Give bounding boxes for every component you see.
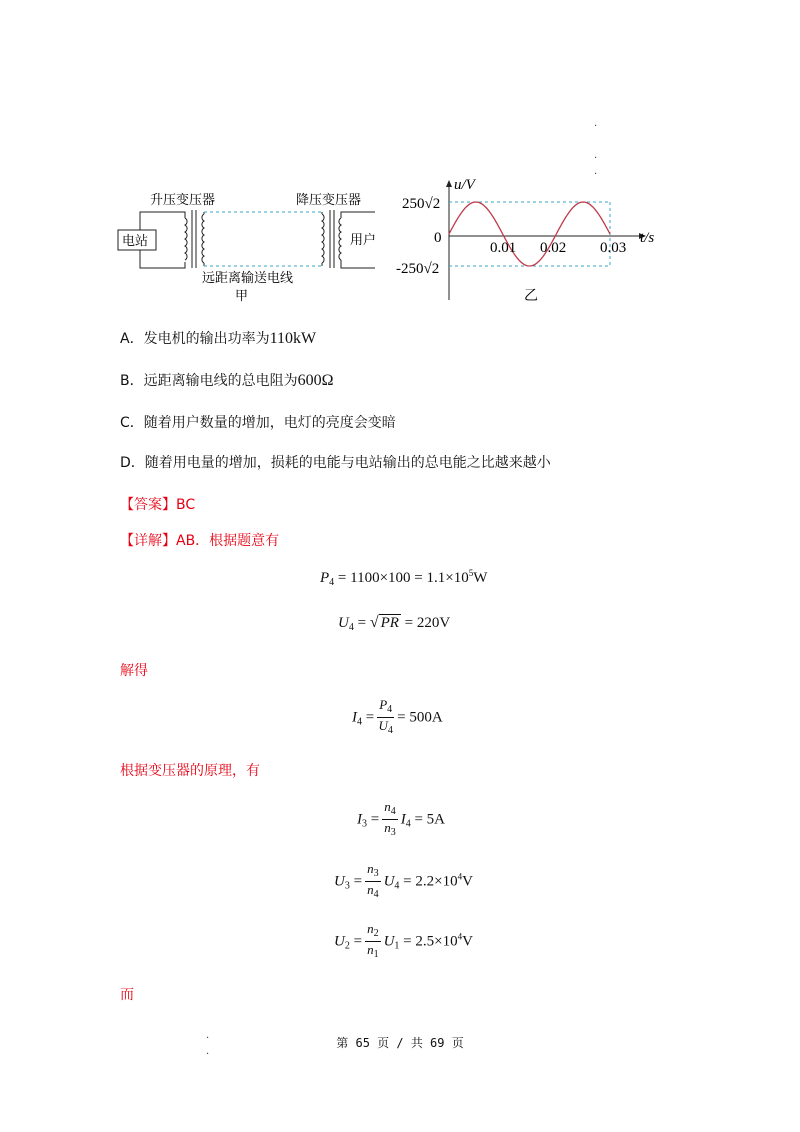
station-label: 电站 <box>122 234 149 249</box>
x-tick-label: 0.03 <box>600 240 627 256</box>
page-footer: 第 65 页 / 共 69 页 <box>336 1036 464 1050</box>
y-axis-arrow <box>446 180 452 187</box>
step-down-label: 降压变压器 <box>296 193 362 208</box>
detail-line <box>120 530 279 550</box>
scan-dot: . <box>206 1030 210 1041</box>
user-label: 用户 <box>350 233 377 248</box>
scan-dot: . <box>594 166 598 177</box>
equation-u3: $U_3$ = $\frac{n_3}{n_4}$ $U_4 = 2.2\times 10^4V$ <box>334 861 473 900</box>
detail-label: 【详解】 <box>120 533 176 549</box>
x-axis-label: t/s <box>640 230 655 246</box>
answer-line <box>120 494 195 514</box>
origin-label: 0 <box>434 230 442 246</box>
step-solve: 解得 <box>120 663 148 679</box>
option-a <box>120 328 316 348</box>
equation-i3: $I_3$ = $\frac{n_4}{n_3}$ $I_4 = 5A$ <box>357 799 446 838</box>
x-tick-label: 0.01 <box>490 240 517 256</box>
scan-dot: . <box>594 150 598 161</box>
x-tick-label: 0.02 <box>540 240 567 256</box>
sine-curve <box>449 202 610 266</box>
option-c-text: C．随着用户数量的增加，电灯的亮度会变暗 <box>120 415 396 431</box>
equation-u3-value: = 2.2×10 <box>403 873 458 890</box>
answer-label: 【答案】 <box>120 497 176 513</box>
equation-p4-exponent: 5 <box>468 568 474 578</box>
option-c <box>120 412 396 432</box>
option-b-math: 600Ω <box>297 372 334 389</box>
answer-value: BC <box>176 497 196 513</box>
equation-i4: $I_4$ = $\frac{P_4}{U_4}$ = 500A <box>352 697 443 736</box>
equation-u2-unit: V <box>462 933 473 950</box>
equation-u2: $U_2$ = $\frac{n_2}{n_1}$ $U_1 = 2.5\times 10^4V$ <box>334 921 473 960</box>
step-up-label: 升压变压器 <box>150 193 216 208</box>
y-axis-label: u/V <box>454 177 475 193</box>
figure-jia-caption: 甲 <box>235 289 249 304</box>
option-b <box>120 370 334 390</box>
equation-u2-exponent: 4 <box>457 931 463 942</box>
y-max-label: 250√2 <box>402 196 441 212</box>
figure-yi-caption: 乙 <box>524 288 538 304</box>
equation-u2-value: = 2.5×10 <box>403 933 458 950</box>
equation-u3-unit: V <box>462 873 473 890</box>
voltage-waveform-chart <box>392 172 672 306</box>
line-label: 远距离输送电线 <box>202 271 294 286</box>
equation-u3-exponent: 4 <box>457 871 463 882</box>
equation-i3-value: = 5A <box>414 811 446 828</box>
transmission-circuit-diagram <box>110 186 390 306</box>
scan-dot: . <box>594 118 598 129</box>
option-d <box>120 452 551 472</box>
y-min-label: -250√2 <box>396 261 440 277</box>
equation-i4-value: = 500A <box>397 709 443 726</box>
option-a-math: 110kW <box>269 330 317 347</box>
equation-p4-value: 1100×100 = 1.1×10 <box>350 570 469 586</box>
step-transformer: 根据变压器的原理，有 <box>120 763 260 779</box>
option-b-text: B．远距离输电线的总电阻为 <box>120 373 298 389</box>
option-a-text: A．发电机的输出功率为 <box>120 331 270 347</box>
equation-p4-unit: W <box>473 570 488 586</box>
scan-dot: . <box>206 1046 210 1057</box>
option-d-text: D．随着用电量的增加，损耗的电能与电站输出的总电能之比越来越小 <box>120 455 551 471</box>
equation-u4: $U_4$ = √ PR = 220V <box>338 614 451 633</box>
equation-u4-value: = 220V <box>404 615 451 631</box>
equation-p4: $P_4 = 1100\times 100 = 1.1\times 10^5W$ <box>320 568 488 588</box>
step-and: 而 <box>120 987 134 1003</box>
detail-text: AB．根据题意有 <box>176 533 280 549</box>
